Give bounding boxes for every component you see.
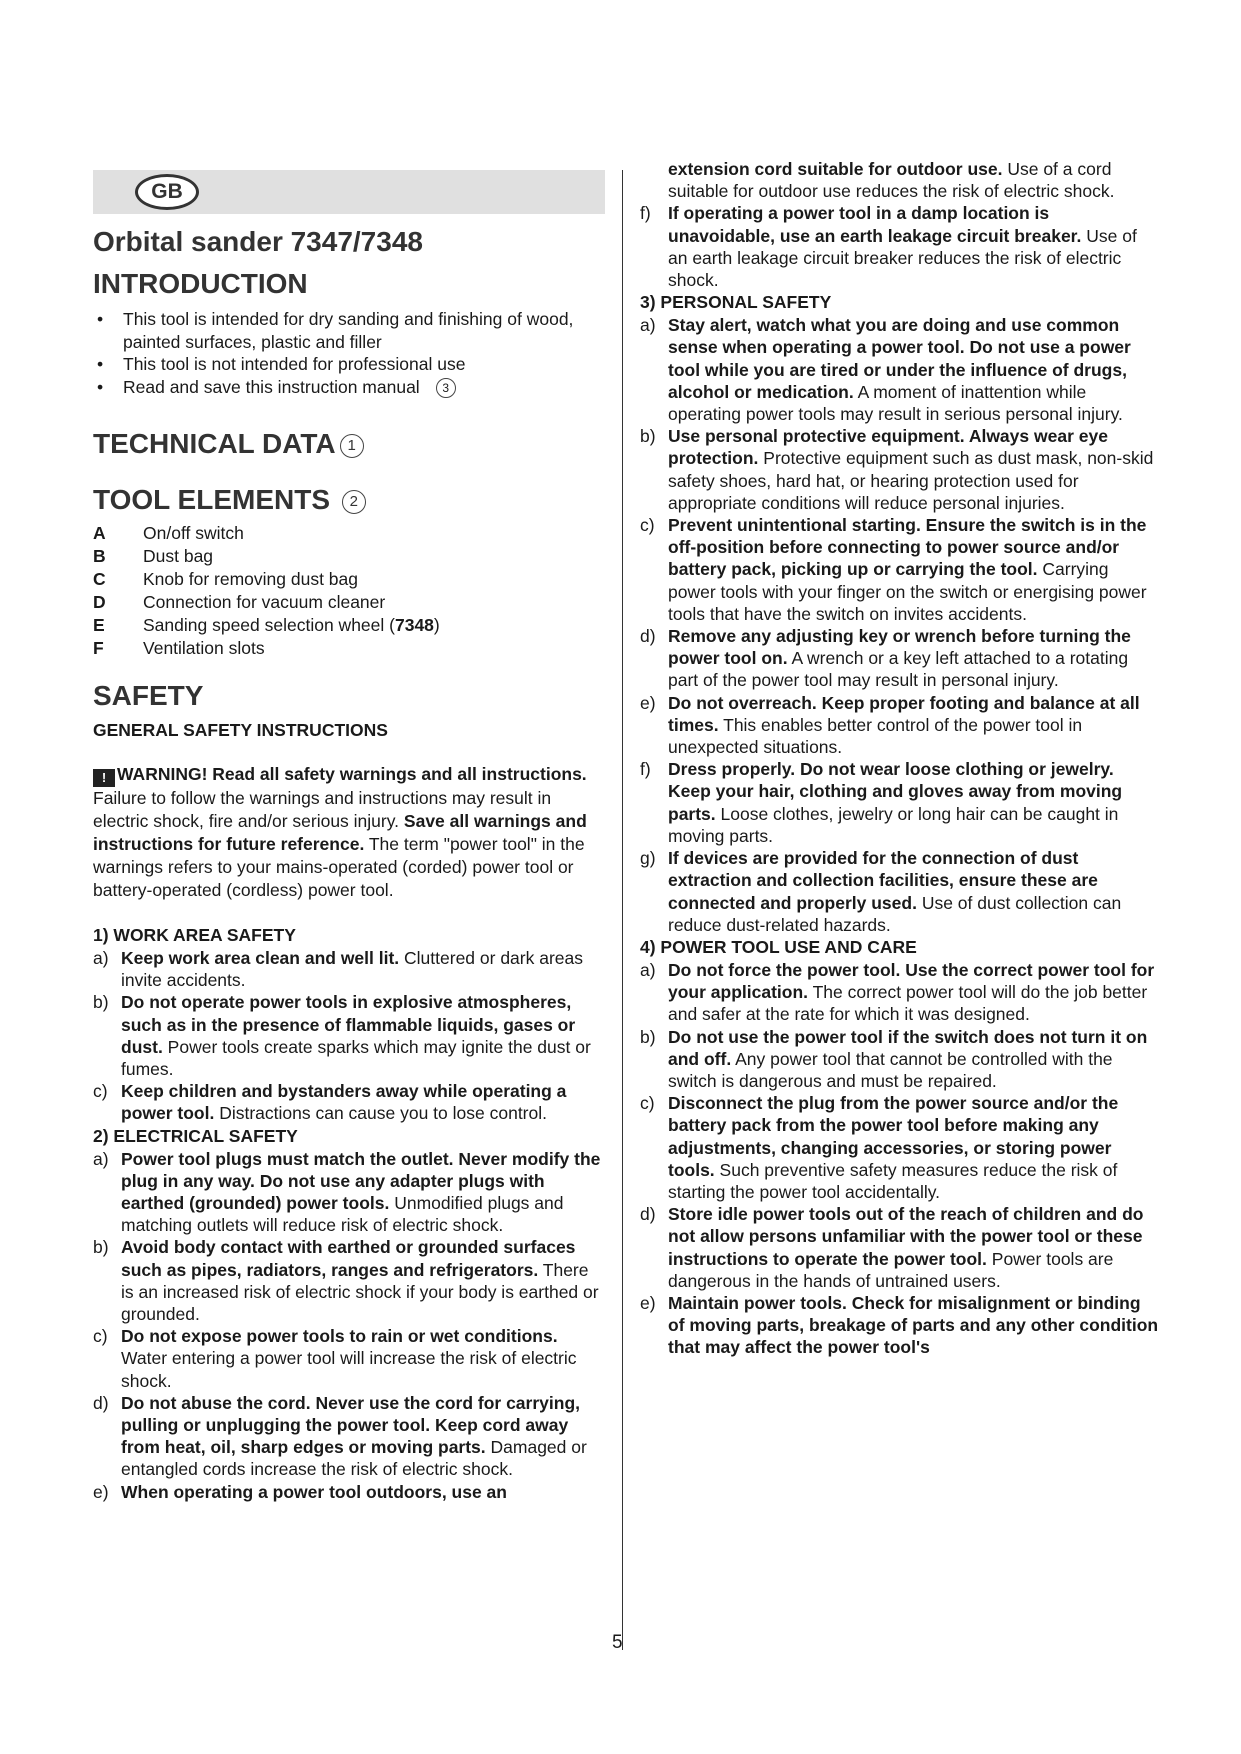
element-label xyxy=(143,568,358,591)
element-label-bold: 7348 xyxy=(394,615,434,635)
safety-item xyxy=(640,1203,1160,1292)
safety-item xyxy=(93,1148,605,1237)
item-text: Use of an earth leakage circuit breaker reduces the risk of electric shock. xyxy=(668,225,1137,291)
item-marker: e) xyxy=(93,1481,109,1502)
item-marker: c) xyxy=(93,1081,108,1102)
element-label-text: Sanding speed selection wheel ( xyxy=(143,615,395,635)
item-text: Power tools create sparks which may ignite the dust or fumes. xyxy=(121,1036,591,1080)
item-bold: Prevent unintentional starting. Ensure the switch is in the off-position before connecting to power source and/or battery pack, picking up or carrying the tool. xyxy=(668,515,1147,580)
item-bold: Do not overreach. Keep proper footing and balance at all times. xyxy=(668,692,1140,735)
left-sections xyxy=(93,924,605,1503)
item-bold: Keep work area clean and well lit. xyxy=(121,948,400,968)
safety-item xyxy=(93,1325,605,1392)
item-bold: Avoid body contact with earthed or grounded surfaces such as pipes, radiators, ranges and refrigerators. xyxy=(121,1237,576,1280)
item-text: Such preventive safety measures reduce the risk of starting the power tool accidentally. xyxy=(668,1159,1118,1202)
item-text: Carrying power tools with your finger on the switch or energising power tools that have the switch on invites accidents. xyxy=(668,559,1147,624)
elements-heading-text: TOOL ELEMENTS xyxy=(93,484,330,515)
item-marker: a) xyxy=(93,948,109,968)
figure-ref-2: 2 xyxy=(342,490,366,514)
right-sections xyxy=(640,291,1160,1358)
element-label xyxy=(143,614,440,637)
element-label xyxy=(143,637,265,660)
item-text: Use of a cord suitable for outdoor use reduces the risk of electric shock. xyxy=(668,159,1115,202)
warning-text-2: The term "power tool" in the warnings refers to your mains-operated (corded) power tool or battery-operated (cordless) power tool. xyxy=(93,834,585,900)
item-bold: If operating a power tool in a damp location is unavoidable, use an earth leakage circuit breaker. xyxy=(668,203,1082,246)
section-title: 4) POWER TOOL USE AND CARE xyxy=(640,936,917,957)
safety-item xyxy=(93,1481,605,1503)
item-text: There is an increased risk of electric shock if your body is earthed or grounded. xyxy=(121,1259,599,1325)
element-label xyxy=(143,545,213,568)
element-label-text: Ventilation slots xyxy=(143,638,265,658)
safety-item xyxy=(640,1026,1160,1093)
item-bold: extension cord suitable for outdoor use. xyxy=(668,159,1003,179)
tech-heading-text: TECHNICAL DATA xyxy=(93,428,336,459)
item-marker: f) xyxy=(640,203,651,224)
item-text: Damaged or entangled cords increase the risk of electric shock. xyxy=(121,1437,587,1480)
figure-ref-1: 1 xyxy=(340,434,364,458)
element-key: A xyxy=(93,523,106,543)
item-bold: Do not use the power tool if the switch does not turn it on and off. xyxy=(668,1026,1148,1069)
item-text: Loose clothes, jewelry or long hair can be caught in moving parts. xyxy=(668,803,1119,846)
item-bold: Remove any adjusting key or wrench before turning the power tool on. xyxy=(668,626,1131,669)
page-title: Orbital sander 7347/7348 xyxy=(93,226,423,257)
item-marker: a) xyxy=(93,1148,109,1169)
item-bold: Disconnect the plug from the power source and/or the battery pack from the power tool before making any adjustments, changing accessories, or storing power tools. xyxy=(668,1093,1119,1180)
item-marker: b) xyxy=(93,1237,109,1258)
element-row xyxy=(93,591,605,614)
element-row xyxy=(93,637,605,660)
item-text: Power tools are dangerous in the hands of untrained users. xyxy=(668,1248,1114,1291)
safety-item xyxy=(640,959,1160,1026)
item-marker: b) xyxy=(640,1026,656,1047)
intro-bullet: • This tool is intended for dry sanding and finishing of wood, painted surfaces, plastic and filler xyxy=(93,308,605,353)
safety-item xyxy=(93,1080,605,1124)
item-marker: c) xyxy=(93,1326,108,1347)
item-marker: d) xyxy=(93,1392,109,1413)
safety-item xyxy=(640,758,1160,847)
item-marker: f) xyxy=(640,759,651,780)
warning-bold-2: Save all warnings and instructions for future reference. xyxy=(93,811,587,854)
warning-text: Failure to follow the warnings and instructions may result in electric shock, fire and/or serious injury. xyxy=(93,788,552,831)
tech-heading xyxy=(93,428,605,460)
safety-item xyxy=(640,847,1160,936)
item-marker: a) xyxy=(640,315,656,336)
element-key: D xyxy=(93,592,106,612)
element-key: E xyxy=(93,615,105,635)
item-marker: d) xyxy=(640,1204,656,1225)
intro-heading: INTRODUCTION xyxy=(93,268,308,299)
item-marker: e) xyxy=(640,1292,656,1313)
item-bold: Use personal protective equipment. Always wear eye protection. xyxy=(668,426,1108,469)
continued-item xyxy=(640,158,1160,202)
warning-paragraph xyxy=(93,763,605,902)
item-text: Any power tool that cannot be controlled with the switch is dangerous and must be repaired. xyxy=(668,1048,1113,1091)
safety-subheading: GENERAL SAFETY INSTRUCTIONS xyxy=(93,720,388,740)
item-bold: Dress properly. Do not wear loose clothing or jewelry. Keep your hair, clothing and gloves away from moving parts. xyxy=(668,759,1123,824)
item-text: Unmodified plugs and matching outlets will reduce risk of electric shock. xyxy=(121,1193,564,1236)
element-key: B xyxy=(93,546,106,566)
section-title: 3) PERSONAL SAFETY xyxy=(640,292,832,313)
language-badge: GB xyxy=(135,174,199,210)
item-bold: If devices are provided for the connection of dust extraction and collection facilities, ensure these are connected and properly used. xyxy=(668,848,1098,913)
element-row xyxy=(93,545,605,568)
item-marker: d) xyxy=(640,626,656,647)
item-f xyxy=(640,202,1160,291)
item-text: Water entering a power tool will increase the risk of electric shock. xyxy=(121,1348,577,1391)
safety-item xyxy=(640,1092,1160,1203)
item-bold: Stay alert, watch what you are doing and use common sense when operating a power tool. Do not use a power tool while you are tired or under the influence of drugs, alcohol or medication. xyxy=(668,315,1131,402)
column-divider xyxy=(622,170,623,1650)
item-bold: Do not expose power tools to rain or wet conditions. xyxy=(121,1326,558,1347)
element-row xyxy=(93,568,605,591)
item-text: A moment of inattention while operating power tools may result in serious personal injury. xyxy=(668,381,1123,425)
item-bold: When operating a power tool outdoors, use an xyxy=(121,1481,507,1502)
safety-item xyxy=(640,314,1160,425)
item-bold: Do not abuse the cord. Never use the cord for carrying, pulling or unplugging the power tool. Keep cord away from heat, oil, sharp edges or moving parts. xyxy=(121,1392,580,1458)
safety-item xyxy=(640,425,1160,514)
element-key: F xyxy=(93,638,104,658)
intro-bullet: • This tool is not intended for professional use xyxy=(93,353,605,376)
intro-bullet xyxy=(93,376,605,399)
element-label-text: Dust bag xyxy=(143,546,214,566)
item-marker: b) xyxy=(93,992,109,1013)
safety-item xyxy=(93,991,605,1080)
safety-item xyxy=(640,625,1160,692)
item-marker: b) xyxy=(640,426,656,447)
item-bold: Do not force the power tool. Use the correct power tool for your application. xyxy=(668,959,1155,1003)
warning-bold: WARNING! Read all safety warnings and all instructions. xyxy=(117,764,587,784)
item-marker: a) xyxy=(640,959,656,980)
safety-item xyxy=(640,692,1160,759)
item-bold: Power tool plugs must match the outlet. Never modify the plug in any way. Do not use any adapter plugs with earthed (grounded) power tools. xyxy=(121,1148,601,1214)
element-label-text: On/off switch xyxy=(143,523,244,543)
section-title: 1) WORK AREA SAFETY xyxy=(93,925,296,945)
item-text: The correct power tool will do the job better and safer at the rate for which it was designed. xyxy=(668,982,1148,1025)
item-marker: c) xyxy=(640,1093,655,1114)
item-bold: Keep children and bystanders away while operating a power tool. xyxy=(121,1081,567,1124)
element-label-text: Connection for vacuum cleaner xyxy=(143,592,386,612)
warning-icon: ! xyxy=(93,769,115,787)
element-row xyxy=(93,614,605,637)
item-text: This enables better control of the power tool in unexpected situations. xyxy=(668,714,1083,758)
item-text: Cluttered or dark areas invite accidents. xyxy=(121,948,584,991)
safety-item xyxy=(93,947,605,991)
item-marker: g) xyxy=(640,848,656,869)
item-marker: e) xyxy=(640,692,656,713)
safety-item xyxy=(93,1236,605,1325)
item-bold: Maintain power tools. Check for misalignment or binding of moving parts, breakage of parts and any other condition that may affect the power tool's xyxy=(668,1292,1159,1358)
section-title: 2) ELECTRICAL SAFETY xyxy=(93,1125,298,1146)
safety-heading: SAFETY xyxy=(93,680,204,711)
item-bold: Do not operate power tools in explosive atmospheres, such as in the presence of flammable liquids, gases or dust. xyxy=(121,992,576,1057)
intro-bullet-text: Read and save this instruction manual xyxy=(123,376,420,397)
item-text: Distractions can cause you to lose control. xyxy=(214,1103,547,1124)
item-marker: c) xyxy=(640,515,655,536)
safety-item xyxy=(640,1292,1160,1359)
item-text: A wrench or a key left attached to a rotating part of the power tool may result in personal injury. xyxy=(668,648,1129,691)
safety-item xyxy=(93,1392,605,1481)
elements-heading xyxy=(93,484,605,516)
elements-list xyxy=(93,522,605,660)
intro-list xyxy=(93,308,605,398)
element-label-tail: ) xyxy=(433,615,440,635)
element-label-text: Knob for removing dust bag xyxy=(143,569,358,589)
right-column xyxy=(640,158,1160,1359)
element-key: C xyxy=(93,569,106,589)
item-text: Use of dust collection can reduce dust-related hazards. xyxy=(668,892,1122,935)
page-number: 5 xyxy=(612,1632,623,1653)
item-text: Protective equipment such as dust mask, non-skid safety shoes, hard hat, or hearing protection used for appropriate conditions will reduce personal injuries. xyxy=(668,448,1154,513)
element-row xyxy=(93,522,605,545)
figure-ref-3: 3 xyxy=(436,378,456,398)
item-bold: Store idle power tools out of the reach of children and do not allow persons unfamiliar with the power tool or these instructions to operate the power tool. xyxy=(668,1204,1144,1269)
safety-item xyxy=(640,514,1160,625)
element-label xyxy=(143,591,385,614)
element-label xyxy=(143,522,244,545)
left-column xyxy=(93,268,605,1503)
